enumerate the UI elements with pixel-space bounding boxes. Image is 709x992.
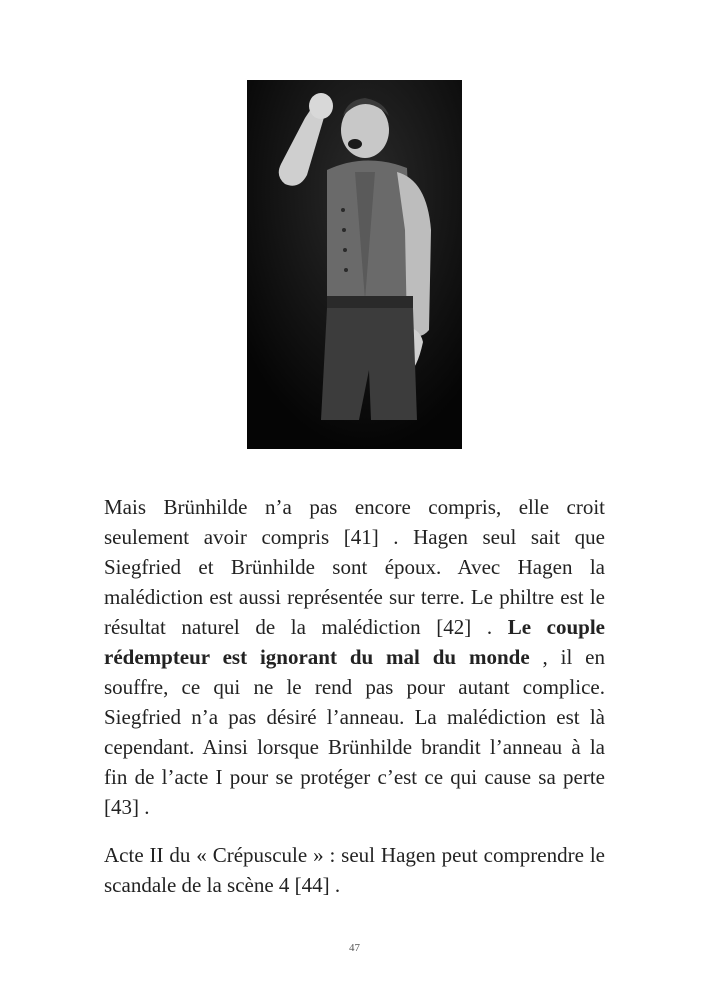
paragraph-1-text-a: Mais Brünhilde n’a pas encore compris, elle croit seulement avoir compris [41] . Hagen seul sait que Siegfried et Brünhilde sont époux. Avec Hagen la malédiction est aussi représentée sur terre. Le philtre est le résultat naturel de la malédiction [42] . — [104, 495, 605, 639]
photo-illustration — [247, 80, 462, 449]
body-paragraph-1 — [104, 492, 605, 822]
paragraph-1-text-b: , il en souffre, ce qui ne le rend pas pour autant complice. Siegfried n’a pas désiré l’anneau. La malédiction est là cependant. Ainsi lorsque Brünhilde brandit l’anneau à la fin de l’acte I pour se protéger c’est ce qui cause sa perte [43] . — [104, 645, 605, 819]
page-number: 47 — [349, 942, 360, 954]
paragraph-1-bold-text: Le couple rédempteur est ignorant du mal du monde — [104, 615, 605, 669]
body-paragraph-2: Acte II du « Crépuscule » : seul Hagen peut comprendre le scandale de la scène 4 [44] . — [104, 843, 605, 897]
singer-photo — [247, 80, 462, 449]
